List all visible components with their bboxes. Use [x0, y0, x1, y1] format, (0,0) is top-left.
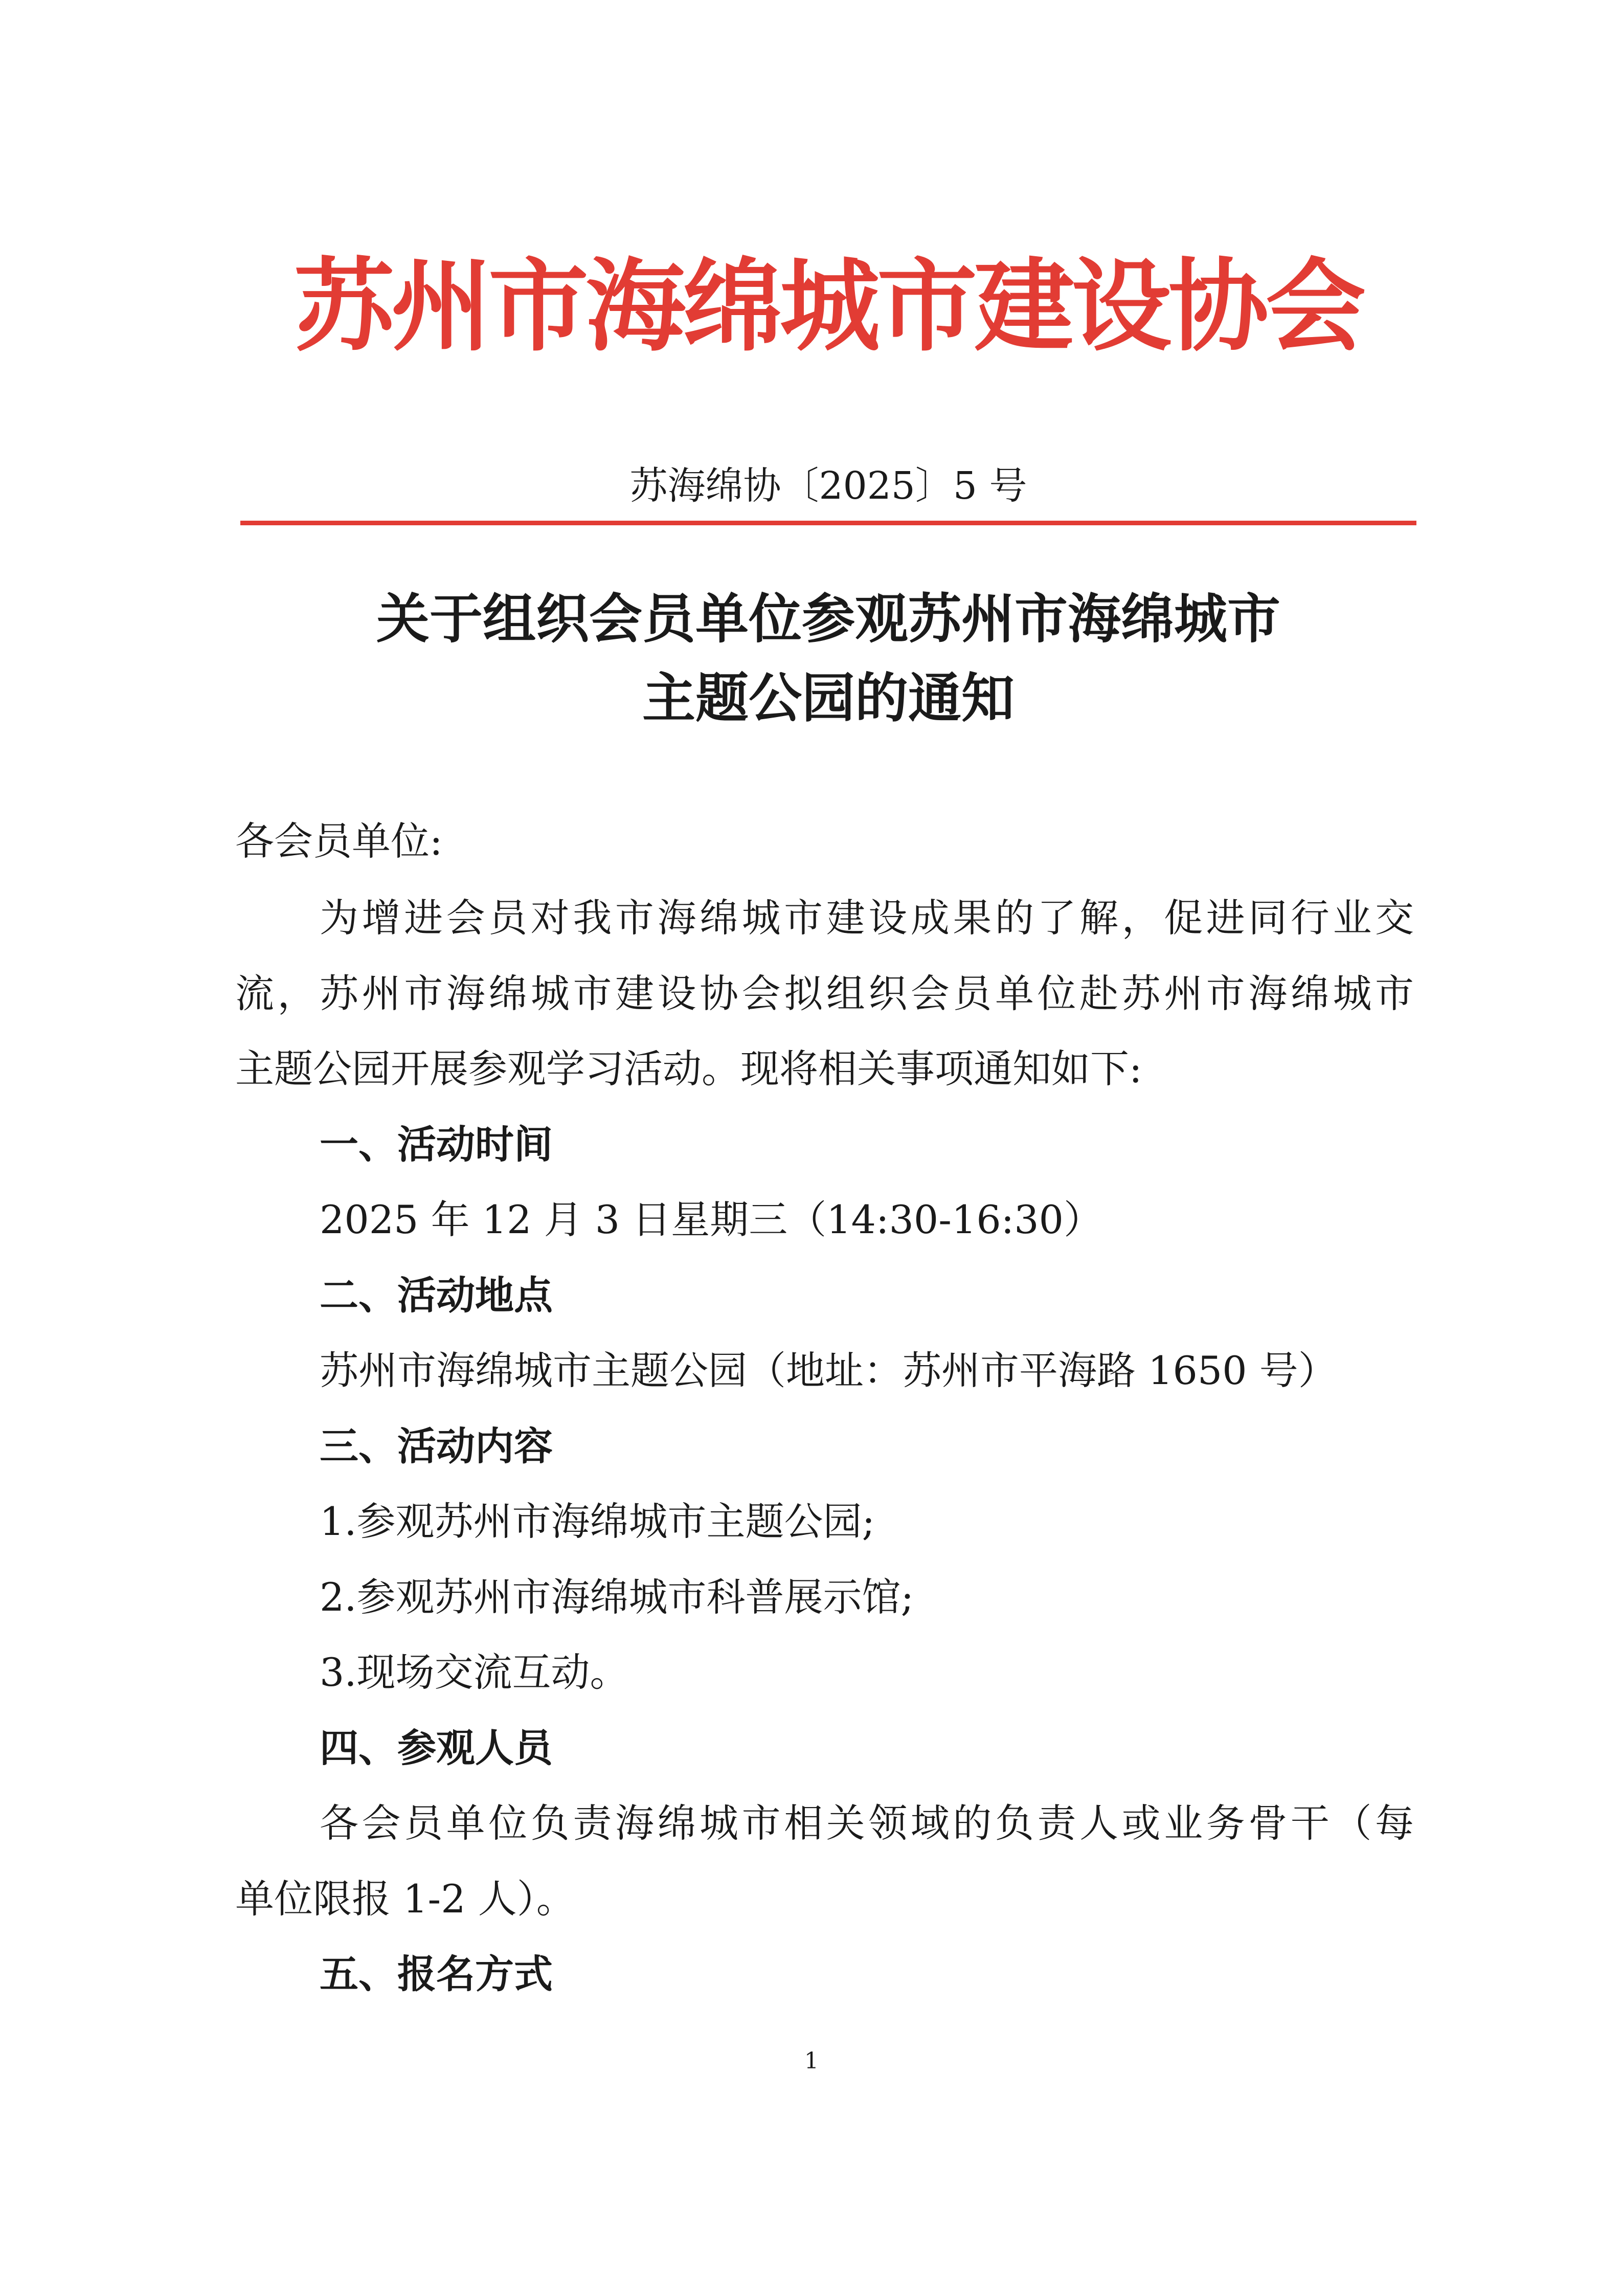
content-item-3: 3.现场交流互动。: [320, 1649, 629, 1695]
intro-line-3: 主题公园开展参观学习活动。现将相关事项通知如下:: [235, 1046, 1142, 1091]
section-heading-signup: 五、报名方式: [320, 1951, 553, 1997]
section-heading-content: 三、活动内容: [320, 1423, 553, 1469]
document-number: 苏海绵协〔2025〕5 号: [629, 464, 1027, 508]
people-line-1: 各会员单位负责海绵城市相关领域的负责人或业务骨干（每: [320, 1800, 1414, 1846]
salutation: 各会员单位:: [235, 818, 443, 864]
page-number: 1: [804, 2048, 819, 2074]
activity-place-text: 苏州市海绵城市主题公园（地址：苏州市平海路 1650 号）: [320, 1348, 1337, 1393]
people-line-2: 单位限报 1-2 人）。: [235, 1876, 575, 1922]
intro-line-1: 为增进会员对我市海绵城市建设成果的了解，促进同行业交: [320, 895, 1414, 941]
content-item-1: 1.参观苏州市海绵城市主题公园;: [320, 1499, 875, 1544]
section-heading-place: 二、活动地点: [320, 1273, 553, 1318]
section-heading-people: 四、参观人员: [320, 1725, 553, 1771]
organization-name: 苏州市海绵城市建设协会: [294, 249, 1363, 365]
document-title-line-1: 关于组织会员单位参观苏州市海绵城市: [376, 588, 1280, 650]
red-divider-line: [240, 521, 1416, 525]
section-heading-time: 一、活动时间: [320, 1122, 553, 1167]
intro-line-2: 流，苏州市海绵城市建设协会拟组织会员单位赴苏州市海绵城市: [235, 971, 1414, 1016]
content-item-2: 2.参观苏州市海绵城市科普展示馆;: [320, 1574, 914, 1620]
document-title-line-2: 主题公园的通知: [642, 667, 1015, 729]
activity-time-text: 2025 年 12 月 3 日星期三（14:30-16:30）: [320, 1197, 1102, 1242]
